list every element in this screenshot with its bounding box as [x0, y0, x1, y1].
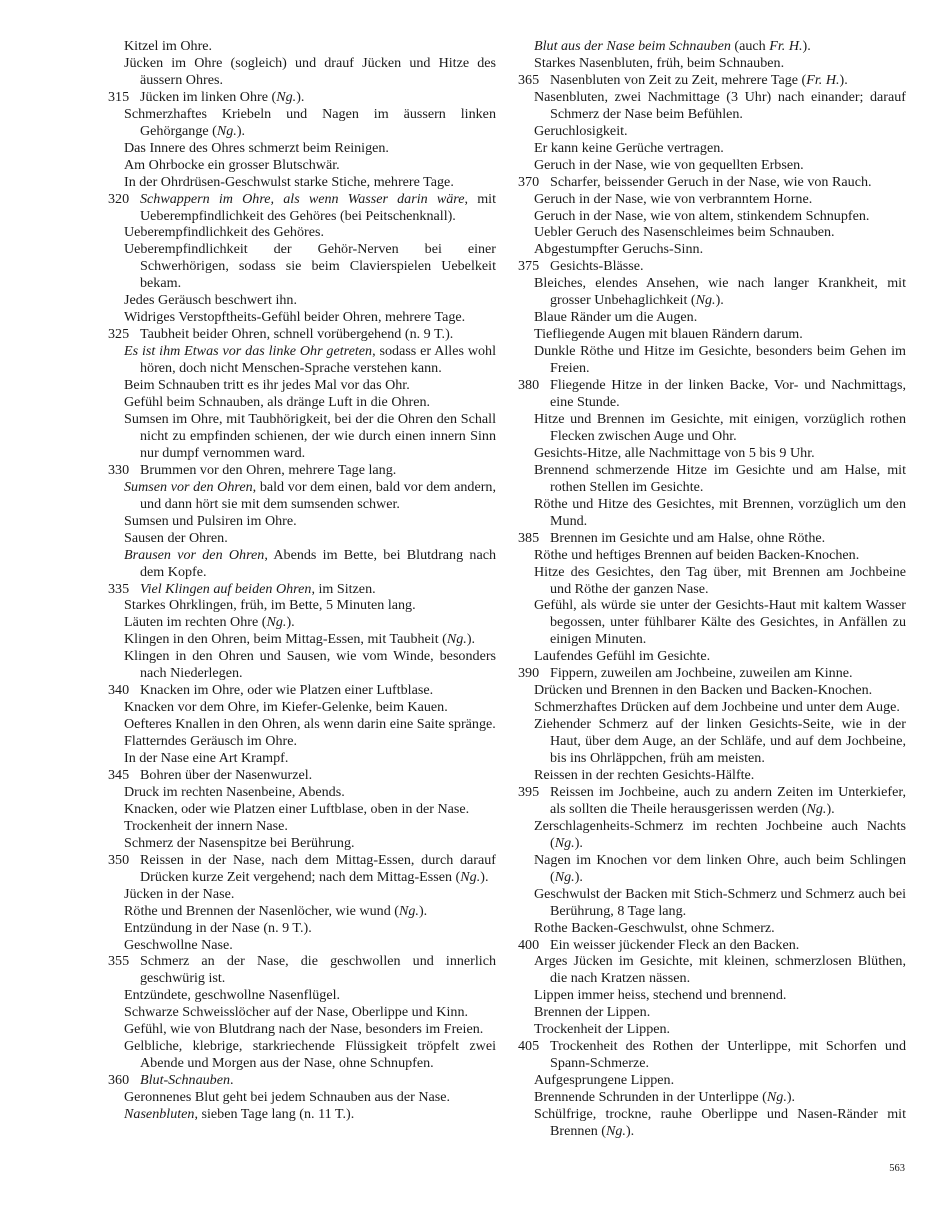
- symptom-entry: [108, 1038, 496, 1072]
- entry-text: Hitze des Gesichtes, den Tag über, mit Brennen am Jochbeine und Röthe der ganzen Nase.: [534, 563, 906, 597]
- symptom-entry: [518, 326, 906, 343]
- entry-text: Sumsen im Ohre, mit Taubhörigkeit, bei der die Ohren den Schall nicht zu empfinden schienen, der wie durch einen innern Sinn nur dumpf vernommen ward.: [124, 410, 496, 461]
- entry-text: ).: [286, 614, 295, 631]
- entry-text: Nasenbluten von Zeit zu Zeit, mehrere Tage (: [550, 71, 807, 88]
- numbered-symptom-entry: [108, 581, 496, 598]
- italic-text: Ng.: [446, 631, 467, 648]
- symptom-entry: [108, 648, 496, 682]
- entry-number: 375: [518, 258, 540, 275]
- entry-text: Brennende Schrunden in der Unterlippe (: [534, 1089, 767, 1106]
- entry-text: Röthe und Hitze des Gesichtes, mit Brennen, vorzüglich um den Mund.: [534, 495, 906, 529]
- symptom-entry: [108, 140, 496, 157]
- entry-text: Widriges Verstopftheits-Gefühl beider Ohren, mehrere Tage.: [124, 309, 466, 326]
- entry-number: 325: [108, 326, 130, 343]
- entry-text: , sodass er Alles wohl hören, doch nicht Menschen-Sprache verstehen kann.: [140, 343, 497, 377]
- symptom-entry: [518, 89, 906, 123]
- symptom-entry: [518, 496, 906, 530]
- symptom-entry: [108, 1089, 496, 1106]
- symptom-entry: [108, 597, 496, 614]
- entry-text: Druck im rechten Nasenbeine, Abends.: [124, 783, 345, 800]
- symptom-entry: [518, 648, 906, 665]
- entry-text: In der Ohrdrüsen-Geschwulst starke Stiche, mehrere Tage.: [124, 173, 454, 190]
- symptom-entry: [518, 123, 906, 140]
- entry-number: 340: [108, 682, 130, 699]
- entry-text: Scharfer, beissender Geruch in der Nase, wie von Rauch.: [550, 173, 872, 190]
- symptom-entry: [518, 1021, 906, 1038]
- page-number: 563: [889, 1163, 905, 1174]
- entry-text: Geruchlosigkeit.: [534, 122, 628, 139]
- entry-text: Brennend schmerzende Hitze im Gesichte und am Halse, mit rothen Stellen im Gesichte.: [534, 461, 906, 495]
- symptom-entry: [108, 174, 496, 191]
- entry-text: Gefühl, wie von Blutdrang nach der Nase, besonders im Freien.: [124, 1021, 484, 1038]
- numbered-symptom-entry: [108, 89, 496, 106]
- symptom-entry: [518, 1106, 906, 1140]
- italic-text: Es ist ihm Etwas vor das linke Ohr getreten: [124, 343, 373, 360]
- entry-number: 350: [108, 851, 130, 868]
- italic-text: Ng.: [266, 614, 287, 631]
- symptom-entry: [108, 377, 496, 394]
- symptom-entry: [108, 530, 496, 547]
- entry-number: 400: [518, 936, 540, 953]
- symptom-entry: [518, 1004, 906, 1021]
- numbered-symptom-entry: [108, 462, 496, 479]
- numbered-symptom-entry: [108, 1072, 496, 1089]
- entry-number: 380: [518, 377, 540, 394]
- symptom-entry: [518, 953, 906, 987]
- entry-number: 320: [108, 190, 130, 207]
- symptom-entry: [108, 292, 496, 309]
- entry-text: Jücken in der Nase.: [124, 885, 235, 902]
- entry-text: , im Sitzen.: [311, 580, 376, 597]
- symptom-entry: [518, 445, 906, 462]
- entry-text: Taubheit beider Ohren, schnell vorübergehend (n. 9 T.).: [140, 326, 454, 343]
- entry-text: Schwarze Schweisslöcher auf der Nase, Oberlippe und Kinn.: [124, 1004, 469, 1021]
- italic-text: Schwappern im Ohre, als wenn Wasser darin wäre: [140, 190, 465, 207]
- entry-number: 370: [518, 173, 540, 190]
- italic-text: Ng.: [806, 800, 827, 817]
- symptom-entry: [108, 309, 496, 326]
- symptom-entry: [518, 547, 906, 564]
- italic-text: Ng.: [554, 868, 575, 885]
- symptom-entry: [518, 275, 906, 309]
- entry-text: , bald vor dem einen, bald vor dem andern, und dann hört sie mit dem sumsenden schwer.: [140, 478, 496, 512]
- entry-number: 345: [108, 766, 130, 783]
- entry-text: Starkes Nasenbluten, früh, beim Schnauben.: [534, 54, 785, 71]
- italic-text: Nasenbluten: [124, 1106, 195, 1123]
- symptom-entry: [108, 716, 496, 733]
- entry-text: Schülfrige, trockne, rauhe Oberlippe und Nasen-Ränder mit Brennen (: [534, 1106, 906, 1139]
- entry-text: , sieben Tage lang (n. 11 T.).: [194, 1106, 355, 1123]
- symptom-entry: [108, 224, 496, 241]
- entry-text: Schmerz an der Nase, die geschwollen und innerlich geschwürig ist.: [140, 953, 496, 987]
- entry-text: Kitzel im Ohre.: [124, 38, 213, 54]
- entry-text: Trockenheit der Lippen.: [534, 1021, 671, 1038]
- numbered-symptom-entry: [518, 665, 906, 682]
- entry-text: Geronnenes Blut geht bei jedem Schnauben aus der Nase.: [124, 1089, 451, 1106]
- entry-text: Brennen im Gesichte und am Halse, ohne Röthe.: [550, 529, 826, 546]
- symptom-entry: [108, 1106, 496, 1123]
- italic-text: Ng.: [605, 1123, 626, 1139]
- entry-text: ).: [802, 38, 811, 54]
- entry-text: Fliegende Hitze in der linken Backe, Vor- und Nachmittags, eine Stunde.: [550, 377, 906, 411]
- entry-text: ).: [574, 868, 583, 885]
- symptom-entry: [108, 920, 496, 937]
- entry-number: 360: [108, 1072, 130, 1089]
- symptom-entry: [518, 224, 906, 241]
- entry-text: Blaue Ränder um die Augen.: [534, 309, 698, 326]
- entry-text: In der Nase eine Art Krampf.: [124, 750, 289, 767]
- entry-text: Flatterndes Geräusch im Ohre.: [124, 733, 297, 750]
- symptom-entry: [108, 784, 496, 801]
- entry-text: , Abends im Bette, bei Blutdrang nach dem Kopfe.: [140, 546, 497, 580]
- symptom-entry: [108, 699, 496, 716]
- entry-text: Knacken, oder wie Platzen einer Luftblase, oben in der Nase.: [124, 800, 470, 817]
- entry-text: Bohren über der Nasenwurzel.: [140, 766, 313, 783]
- entry-text: Entzündete, geschwollne Nasenflügel.: [124, 987, 341, 1004]
- entry-text: Trockenheit der innern Nase.: [124, 817, 288, 834]
- symptom-entry: [108, 513, 496, 530]
- numbered-symptom-entry: [108, 767, 496, 784]
- numbered-symptom-entry: [518, 530, 906, 547]
- entry-text: Bleiches, elendes Ansehen, wie nach langer Krankheit, mit grosser Unbehaglichkeit (: [534, 275, 906, 309]
- symptom-entry: [518, 411, 906, 445]
- entry-text: Geruch in der Nase, wie von gequellten Erbsen.: [534, 156, 804, 173]
- numbered-symptom-entry: [518, 72, 906, 89]
- symptom-entry: [108, 631, 496, 648]
- symptom-entry: [108, 750, 496, 767]
- symptom-entry: [518, 1072, 906, 1089]
- entry-text: ).: [826, 800, 835, 817]
- entry-text: Aufgesprungene Lippen.: [534, 1072, 675, 1089]
- entry-text: Brennen der Lippen.: [534, 1004, 651, 1021]
- entry-number: 315: [108, 88, 130, 105]
- entry-text: Fippern, zuweilen am Jochbeine, zuweilen am Kinne.: [550, 665, 853, 682]
- symptom-entry: [518, 343, 906, 377]
- numbered-symptom-entry: [108, 953, 496, 987]
- numbered-symptom-entry: [108, 191, 496, 225]
- symptom-entry: [518, 886, 906, 920]
- entry-text: ).: [296, 88, 305, 105]
- symptom-entry: [108, 886, 496, 903]
- entry-text: ).: [480, 868, 489, 885]
- entry-text: Oefteres Knallen in den Ohren, als wenn darin eine Saite spränge.: [124, 716, 496, 733]
- numbered-symptom-entry: [518, 937, 906, 954]
- symptom-entry: [518, 818, 906, 852]
- symptom-entry: [108, 411, 496, 462]
- entry-text: Ein weisser jückender Fleck an den Backen.: [550, 936, 800, 953]
- entry-text: Ueberempfindlichkeit des Gehöres.: [124, 224, 324, 241]
- entry-text: Er kann keine Gerüche vertragen.: [534, 139, 724, 156]
- symptom-entry: [518, 716, 906, 767]
- entry-text: Röthe und Brennen der Nasenlöcher, wie wund (: [124, 902, 399, 919]
- symptom-entry: [108, 343, 496, 377]
- entry-text: Nasenbluten, zwei Nachmittage (3 Uhr) nach einander; darauf Schmerz der Nase beim Befühlen.: [534, 88, 906, 122]
- entry-text: Jücken im Ohre (sogleich) und drauf Jücken und Hitze des äussern Ohres.: [124, 54, 496, 88]
- italic-text: Ng.: [695, 292, 716, 309]
- numbered-symptom-entry: [518, 377, 906, 411]
- symptom-entry: [518, 682, 906, 699]
- entry-text: Knacken vor dem Ohre, im Kiefer-Gelenke, beim Kauen.: [124, 699, 448, 716]
- entry-text: Dunkle Röthe und Hitze im Gesichte, besonders beim Gehen im Freien.: [534, 343, 906, 377]
- numbered-symptom-entry: [518, 1038, 906, 1072]
- symptom-entry: [518, 767, 906, 784]
- entry-text: Jedes Geräusch beschwert ihn.: [124, 292, 297, 309]
- entry-text: Starkes Ohrklingen, früh, im Bette, 5 Minuten lang.: [124, 597, 416, 614]
- entry-number: 395: [518, 783, 540, 800]
- entry-number: 365: [518, 71, 540, 88]
- italic-text: Ng.: [276, 88, 297, 105]
- symptom-entry: [108, 1021, 496, 1038]
- entry-text: Knacken im Ohre, oder wie Platzen einer Luftblase.: [140, 682, 434, 699]
- symptom-entry: [518, 699, 906, 716]
- entry-text: Abgestumpfter Geruchs-Sinn.: [534, 241, 704, 258]
- symptom-entry: [108, 937, 496, 954]
- entry-text: Schmerzhaftes Drücken auf dem Jochbeine und unter dem Auge.: [534, 699, 900, 716]
- symptom-entry: [518, 920, 906, 937]
- symptom-entry: [518, 852, 906, 886]
- symptom-entry: [108, 157, 496, 174]
- italic-text: Ng.: [460, 868, 481, 885]
- italic-text: Sumsen vor den Ohren: [124, 478, 253, 495]
- right-column: [518, 38, 906, 1140]
- entry-text: Laufendes Gefühl im Gesichte.: [534, 648, 711, 665]
- entry-text: Entzündung in der Nase (n. 9 T.).: [124, 919, 312, 936]
- italic-text: Ng.: [766, 1089, 787, 1106]
- numbered-symptom-entry: [518, 258, 906, 275]
- left-column: [108, 38, 496, 1123]
- entry-number: 335: [108, 580, 130, 597]
- entry-text: ).: [236, 122, 246, 139]
- entry-text: Geschwollne Nase.: [124, 936, 233, 953]
- entry-text: Klingen in den Ohren, beim Mittag-Essen, mit Taubheit (: [124, 631, 447, 648]
- symptom-entry: [108, 801, 496, 818]
- entry-text: Gesichts-Hitze, alle Nachmittage von 5 bis 9 Uhr.: [534, 444, 815, 461]
- entry-text: Zerschlagenheits-Schmerz im rechten Jochbeine auch Nachts (: [534, 817, 906, 851]
- symptom-entry: [518, 191, 906, 208]
- entry-text: Lippen immer heiss, stechend und brennend.: [534, 987, 787, 1004]
- entry-text: Geruch in der Nase, wie von verbranntem Horne.: [534, 190, 813, 207]
- entry-text: ).: [839, 71, 848, 88]
- symptom-entry: [518, 38, 906, 55]
- entry-text: Tiefliegende Augen mit blauen Rändern darum.: [534, 326, 803, 343]
- entry-text: Klingen in den Ohren und Sausen, wie vom Winde, besonders nach Niederlegen.: [124, 648, 496, 682]
- symptom-entry: [108, 394, 496, 411]
- symptom-entry: [518, 597, 906, 648]
- symptom-entry: [108, 1004, 496, 1021]
- entry-text: Am Ohrbocke ein grosser Blutschwär.: [124, 156, 340, 173]
- symptom-entry: [108, 614, 496, 631]
- entry-text: Drücken und Brennen in den Backen und Backen-Knochen.: [534, 682, 873, 699]
- entry-text: Ziehender Schmerz auf der linken Gesichts-Seite, wie in der Haut, über dem Auge, an der Schläfe, und auf dem Jochbeine, bis ins Ohrläppchen, früh am meisten.: [534, 716, 906, 767]
- entry-text: Trockenheit des Rothen der Unterlippe, mit Schorfen und Spann-Schmerze.: [550, 1038, 906, 1072]
- italic-text: Fr. H.: [806, 71, 840, 88]
- entry-text: ).: [786, 1089, 796, 1106]
- entry-text: , mit Ueberempfindlichkeit des Gehöres (bei Peitschenknall).: [140, 190, 496, 224]
- symptom-entry: [108, 987, 496, 1004]
- italic-text: Fr. H.: [769, 38, 803, 54]
- symptom-entry: [108, 241, 496, 292]
- entry-text: ).: [715, 292, 724, 309]
- symptom-entry: [108, 479, 496, 513]
- symptom-entry: [108, 38, 496, 55]
- italic-text: Ng.: [554, 834, 575, 851]
- symptom-entry: [108, 903, 496, 920]
- entry-text: Geschwulst der Backen mit Stich-Schmerz und Schmerz auch bei Berührung, 8 Tage lang.: [534, 885, 906, 919]
- entry-text: Nagen im Knochen vor dem linken Ohre, auch beim Schlingen (: [534, 851, 906, 885]
- entry-number: 405: [518, 1038, 540, 1055]
- entry-text: Gefühl, als würde sie unter der Gesichts-Haut mit kaltem Wasser begossen, unter fühlbarer Kälte des Gesichtes, in Anfällen zu einigen Minuten.: [534, 597, 906, 648]
- entry-text: Jücken im linken Ohre (: [140, 88, 277, 105]
- symptom-entry: [108, 106, 496, 140]
- symptom-entry: [518, 208, 906, 225]
- italic-text: Brausen vor den Ohren: [124, 546, 265, 563]
- numbered-symptom-entry: [518, 784, 906, 818]
- entry-text: Rothe Backen-Geschwulst, ohne Schmerz.: [534, 919, 775, 936]
- entry-text: Arges Jücken im Gesichte, mit kleinen, schmerzlosen Blüthen, die nach Kratzen nässen.: [534, 953, 906, 987]
- entry-text: Beim Schnauben tritt es ihr jedes Mal vor das Ohr.: [124, 377, 410, 394]
- italic-text: Viel Klingen auf beiden Ohren: [140, 580, 312, 597]
- symptom-entry: [518, 309, 906, 326]
- entry-text: Reissen in der rechten Gesichts-Hälfte.: [534, 766, 755, 783]
- entry-number: 385: [518, 529, 540, 546]
- entry-text: Gefühl beim Schnauben, als dränge Luft in die Ohren.: [124, 394, 431, 411]
- numbered-symptom-entry: [108, 682, 496, 699]
- entry-text: Reissen in der Nase, nach dem Mittag-Essen, durch darauf Drücken kurze Zeit vergehend; nach dem Mittag-Essen (: [140, 851, 496, 885]
- numbered-symptom-entry: [518, 174, 906, 191]
- symptom-entry: [108, 547, 496, 581]
- entry-text: Gelbliche, klebrige, starkriechende Flüssigkeit tröpfelt zwei Abende und Morgen aus der Nase, ohne Schnupfen.: [124, 1038, 496, 1072]
- entry-text: .: [230, 1072, 234, 1089]
- entry-text: ).: [574, 834, 583, 851]
- symptom-entry: [518, 462, 906, 496]
- entry-text: Läuten im rechten Ohre (: [124, 614, 267, 631]
- symptom-entry: [518, 55, 906, 72]
- italic-text: Ng.: [216, 122, 237, 139]
- numbered-symptom-entry: [108, 852, 496, 886]
- symptom-entry: [518, 140, 906, 157]
- symptom-entry: [108, 733, 496, 750]
- entry-text: Hitze und Brennen im Gesichte, mit einigen, vorzüglich rothen Flecken zwischen Auge und Ohr.: [534, 410, 906, 444]
- entry-text: (auch: [730, 38, 770, 54]
- symptom-entry: [518, 564, 906, 598]
- entry-number: 330: [108, 461, 130, 478]
- entry-number: 390: [518, 665, 540, 682]
- entry-number: 355: [108, 953, 130, 970]
- symptom-entry: [518, 241, 906, 258]
- italic-text: Ng.: [398, 902, 419, 919]
- entry-text: Sumsen und Pulsiren im Ohre.: [124, 512, 297, 529]
- italic-text: Blut-Schnauben: [140, 1072, 231, 1089]
- entry-text: Röthe und heftiges Brennen auf beiden Backen-Knochen.: [534, 546, 860, 563]
- entry-text: Brummen vor den Ohren, mehrere Tage lang.: [140, 461, 397, 478]
- entry-text: Uebler Geruch des Nasenschleimes beim Schnauben.: [534, 224, 835, 241]
- numbered-symptom-entry: [108, 326, 496, 343]
- entry-text: Schmerzhaftes Kriebeln und Nagen im äussern linken Gehörgange (: [124, 105, 496, 139]
- symptom-entry: [518, 1089, 906, 1106]
- entry-text: ).: [466, 631, 476, 648]
- entry-text: Sausen der Ohren.: [124, 529, 228, 546]
- symptom-entry: [108, 818, 496, 835]
- entry-text: Geruch in der Nase, wie von altem, stinkendem Schnupfen.: [534, 207, 870, 224]
- entry-text: ).: [625, 1123, 635, 1139]
- symptom-entry: [518, 987, 906, 1004]
- symptom-entry: [108, 835, 496, 852]
- entry-text: Reissen im Jochbeine, auch zu andern Zeiten im Unterkiefer, als sollten die Theile herausgerissen werden (: [550, 783, 906, 817]
- italic-text: Blut aus der Nase beim Schnauben: [534, 38, 731, 54]
- entry-text: Schmerz der Nasenspitze bei Berührung.: [124, 834, 355, 851]
- symptom-entry: [108, 55, 496, 89]
- entry-text: Gesichts-Blässe.: [550, 258, 644, 275]
- entry-text: Das Innere des Ohres schmerzt beim Reinigen.: [124, 139, 389, 156]
- entry-text: ).: [418, 902, 428, 919]
- entry-text: Ueberempfindlichkeit der Gehör-Nerven bei einer Schwerhörigen, sodass sie beim Clavierspielen Uebelkeit bekam.: [124, 241, 496, 292]
- symptom-entry: [518, 157, 906, 174]
